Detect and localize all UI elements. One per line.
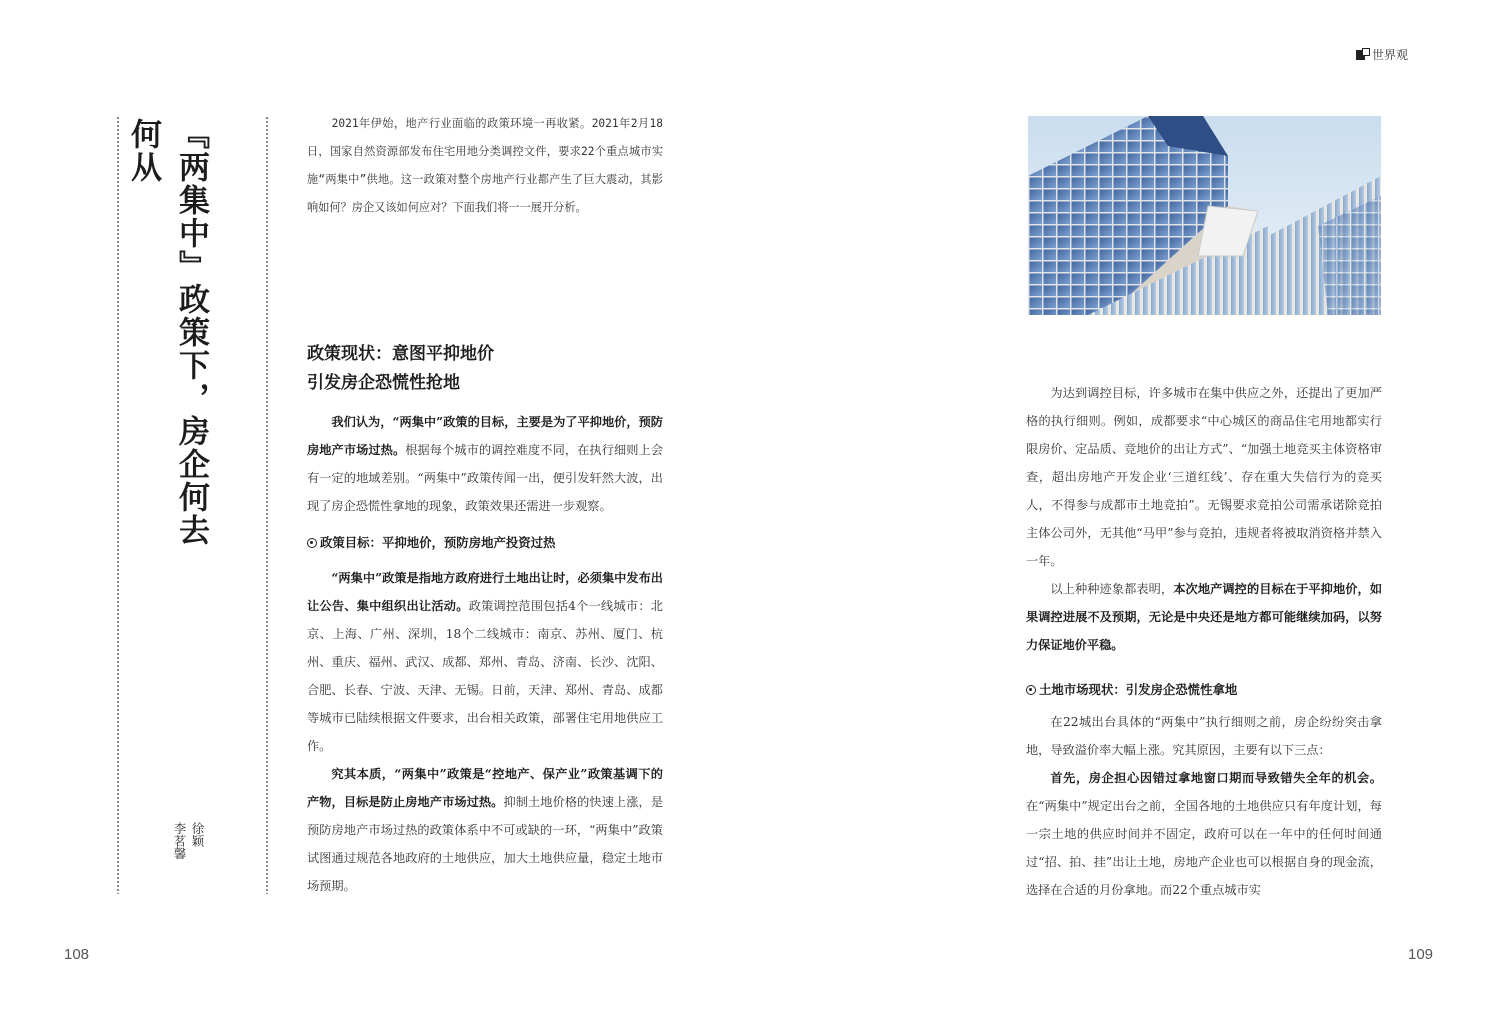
paragraph-7-text: 在“两集中”规定出台之前，全国各地的土地供应只有年度计划，每一宗土地的供应时间并不固定，政府可以在一年中的任何时间通过“招、拍、挂”出让土地，房地产企业也可以根据自身的现金流，选择在合适的月份拿地。而22个重点城市实 [1026, 799, 1382, 897]
dotted-rule-right [265, 116, 269, 894]
section-title-line-2: 引发房企恐慌性抢地 [307, 373, 460, 393]
article-title: 『两集中』政策下，房企何去何从 [125, 118, 209, 547]
section-logo-icon [1356, 48, 1368, 60]
paragraph-1-bold: 我们认为，“两集中”政策的目标，主要是为了平抑地价，预防房地产市场过热。 [307, 415, 663, 457]
paragraph-7-bold: 首先，房企担心因错过拿地窗口期而导致错失全年的机会。 [1050, 771, 1382, 785]
subheading-1-text: 政策目标：平抑地价，预防房地产投资过热 [320, 535, 556, 550]
running-header [1356, 46, 1408, 63]
page-number-left: 108 [64, 946, 90, 963]
paragraph-6: 在22城出台具体的“两集中”执行细则之前，房企纷纷突击拿地，导致溢价率大幅上涨。究其原因，主要有以下三点： [1026, 715, 1382, 757]
paragraph-3-bold: 究其本质，“两集中”政策是“控地产、保产业”政策基调下的产物，目标是防止房地产市场过热。 [307, 767, 663, 809]
paragraph-2-text: 政策调控范围包括4个一线城市：北京、上海、广州、深圳，18个二线城市：南京、苏州、厦门、杭州、重庆、福州、武汉、成都、郑州、青岛、济南、长沙、沈阳、合肥、长春、宁波、天津、无锡。日前，天津、郑州、青岛、成都等城市已陆续根据文件要求，出台相关政策，部署住宅用地供应工作。 [307, 599, 663, 753]
paragraph-1-text: 根据每个城市的调控难度不同，在执行细则上会有一定的地域差别。“两集中”政策传闻一出，便引发轩然大波，出现了房企恐慌性拿地的现象，政策效果还需进一步观察。 [307, 443, 664, 513]
paragraph-2-bold: “两集中”政策是指地方政府进行土地出让时，必须集中发布出让公告、集中组织出让活动。 [307, 571, 663, 613]
lead-paragraph: 2021年伊始，地产行业面临的政策环境一再收紧。2021年2月18日，国家自然资源部发布住宅用地分类调控文件，要求22个重点城市实施“两集中”供地。这一政策对整个房地产行业都产生了巨大震动，其影响如何？房企又该如何应对？下面我们将一一展开分析。 [307, 117, 663, 214]
author-2: 李茗馨 [172, 822, 187, 860]
paragraph-1 [307, 408, 663, 520]
author-1: 徐颖 [190, 822, 205, 847]
paragraph-2 [307, 564, 663, 760]
paragraph-5-bold: 本次地产调控的目标在于平抑地价，如果调控进展不及预期，无论是中央还是地方都可能继续加码，以努力保证地价平稳。 [1026, 582, 1383, 652]
subheading-1 [307, 533, 555, 553]
section-title-line-1: 政策现状：意图平抑地价 [307, 344, 494, 364]
paragraph-3 [307, 760, 663, 900]
subheading-2 [1026, 680, 1237, 700]
bullet-icon [1026, 685, 1036, 695]
paragraph-5-text: 以上种种迹象都表明， [1050, 582, 1174, 596]
section-title [307, 340, 667, 398]
page-number-right: 109 [1408, 946, 1434, 963]
office-building-photo [1028, 116, 1381, 315]
paragraph-5 [1026, 575, 1382, 659]
paragraph-7 [1026, 764, 1382, 904]
authors [172, 822, 206, 897]
paragraph-4: 为达到调控目标，许多城市在集中供应之外，还提出了更加严格的执行细则。例如，成都要求“中心城区的商品住宅用地都实行限房价、定品质、竞地价的出让方式”、“加强土地竞买主体资格审查，超出房地产开发企业‘三道红线’、存在重大失信行为的竞买人，不得参与成都市土地竞拍”。无锡要求竞拍公司需承诺除竞拍主体公司外，无其他“马甲”参与竞拍，违规者将被取消资格并禁入一年。 [1026, 386, 1382, 568]
bullet-icon [307, 538, 317, 548]
dotted-rule-left [116, 116, 120, 894]
running-header-text: 世界观 [1372, 48, 1409, 62]
subheading-2-text: 土地市场现状：引发房企恐慌性拿地 [1039, 682, 1238, 697]
paragraph-3-text: 抑制土地价格的快速上涨，是预防房地产市场过热的政策体系中不可或缺的一环，“两集中”政策试图通过规范各地政府的土地供应，加大土地供应量，稳定土地市场预期。 [307, 795, 664, 893]
